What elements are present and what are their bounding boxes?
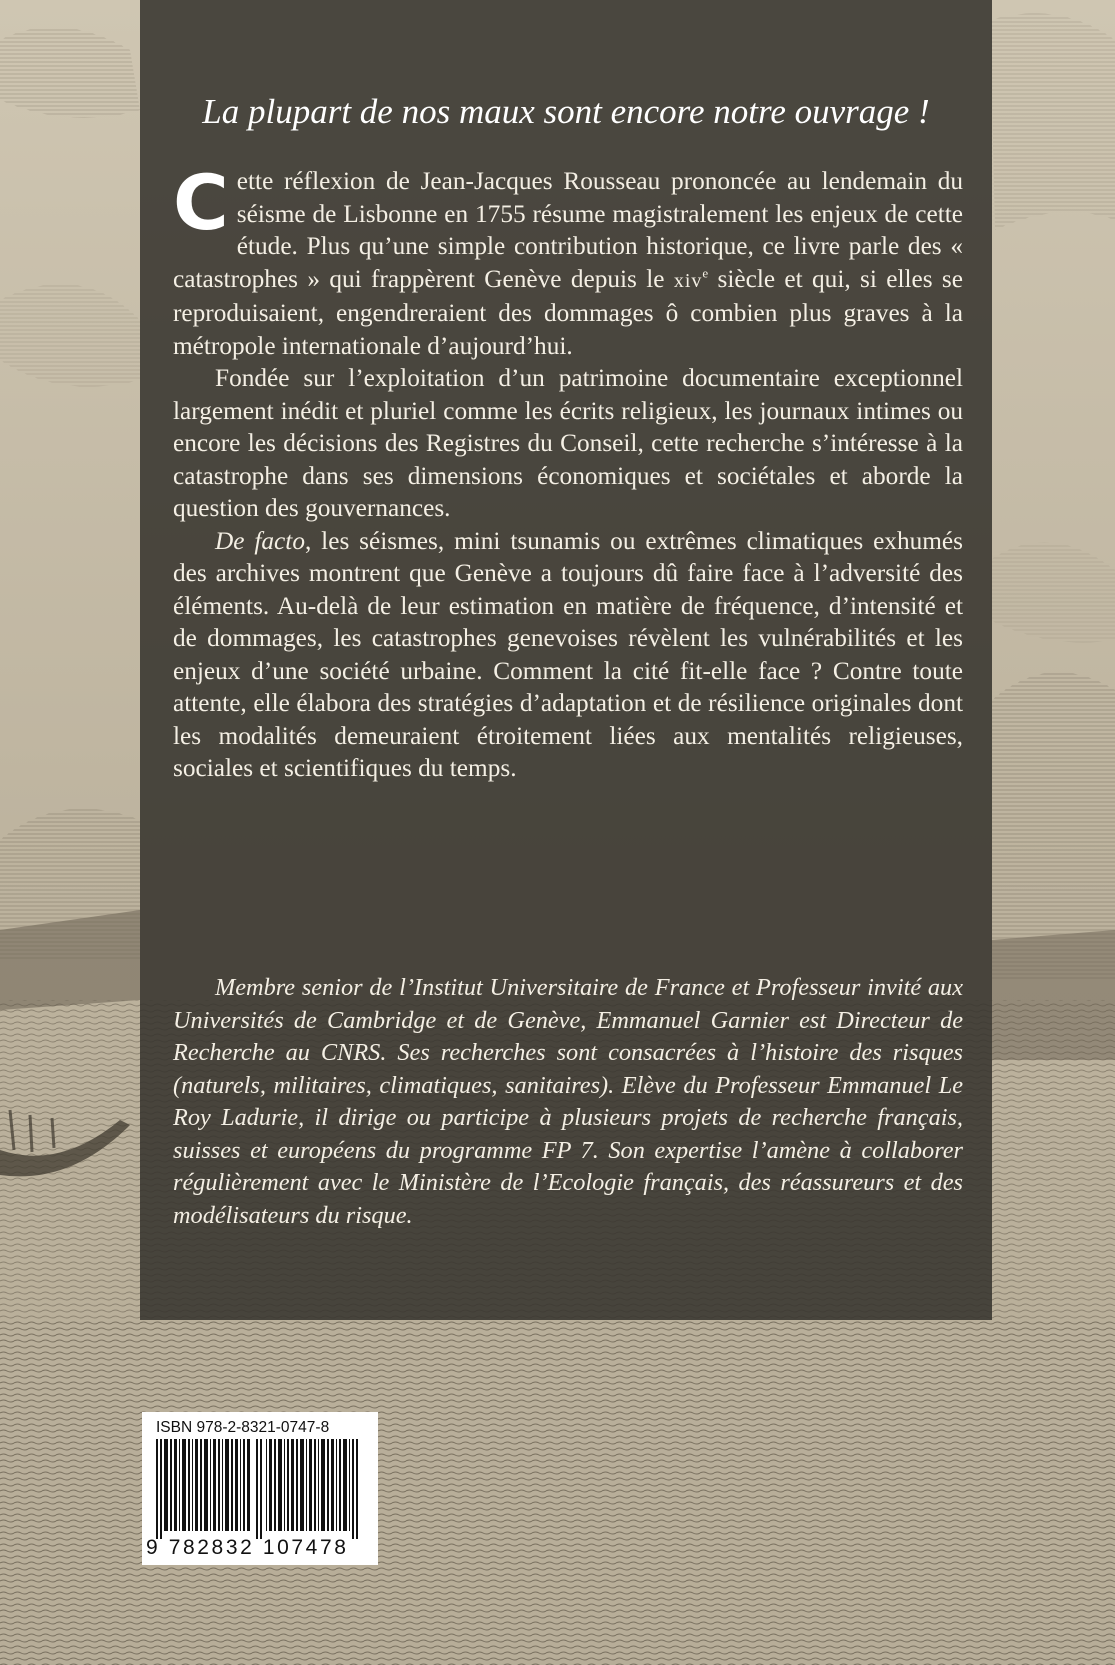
paragraph-1-text-b: siècle et qui, si elles se reproduisaient, engendreraient des dommages ô combien plus graves à la métropole internationale d’aujourd’hui. [173, 264, 963, 360]
summary-paragraph-2: Fondée sur l’exploitation d’un patrimoine documentaire exceptionnel largement inédit et pluriel comme les écrits religieux, les journaux intimes ou encore les décisions des Registres du Conseil, cette recherche s’intéresse à la catastrophe dans ses dimensions économiques et sociétales et aborde la question des gouvernances. [173, 364, 963, 522]
isbn-label: ISBN 978-2-8321-0747-8 [156, 1419, 330, 1436]
century-numeral: xiv [673, 269, 703, 292]
de-facto-italic: De facto [215, 526, 305, 555]
back-cover-text-panel [140, 0, 992, 1320]
drop-cap: C [173, 158, 229, 247]
summary-text [173, 158, 963, 785]
cover-tagline: La plupart de nos maux sont encore notre ouvrage ! [202, 92, 930, 131]
summary-paragraph-1 [173, 158, 963, 362]
author-biography: Membre senior de l’Institut Universitaire de France et Professeur invité aux Universités de Cambridge et de Genève, Emmanuel Garnier est Directeur de Recherche au CNRS. Ses recherches sont consacrées à l’histoire des risques (naturels, militaires, climatiques, sanitaires). Elève du Professeur Emmanuel Le Roy Ladurie, il dirige ou participe à plusieurs projets de recherche français, suisses et européens du programme FP 7. Son expertise l’amène à collaborer régulièrement avec le Ministère de l’Ecologie français, des réassureurs et des modélisateurs du risque. [173, 974, 963, 1229]
barcode-icon [156, 1439, 366, 1539]
century-superscript: e [702, 265, 709, 281]
paragraph-1-text-a: ette réflexion de Jean-Jacques Rousseau prononcée au lendemain du séisme de Lisbonne en 1755 résume magistralement les enjeux de cette étude. Plus qu’une simple contribution historique, ce livre parle des « catastrophes » qui frappèrent Genève depuis le [173, 167, 963, 293]
isbn-barcode-box [142, 1412, 378, 1565]
summary-paragraph-3 [173, 525, 963, 785]
isbn-digits: 9 782832 107478 [146, 1536, 349, 1559]
paragraph-3-text: , les séismes, mini tsunamis ou extrêmes climatiques exhumés des archives montrent que Genève a toujours dû faire face à l’adversité des éléments. Au-delà de leur estimation en matière de fréquence, d’intensité et de dommages, les catastrophes genevoises révèlent les vulnérabilités et les enjeux d’une société urbaine. Comment la cité fit-elle face ? Contre toute attente, elle élabora des stratégies d’adaptation et de résilience originales dont les modalités demeuraient étroitement liées aux mentalités religieuses, sociales et scientifiques du temps. [173, 526, 963, 782]
